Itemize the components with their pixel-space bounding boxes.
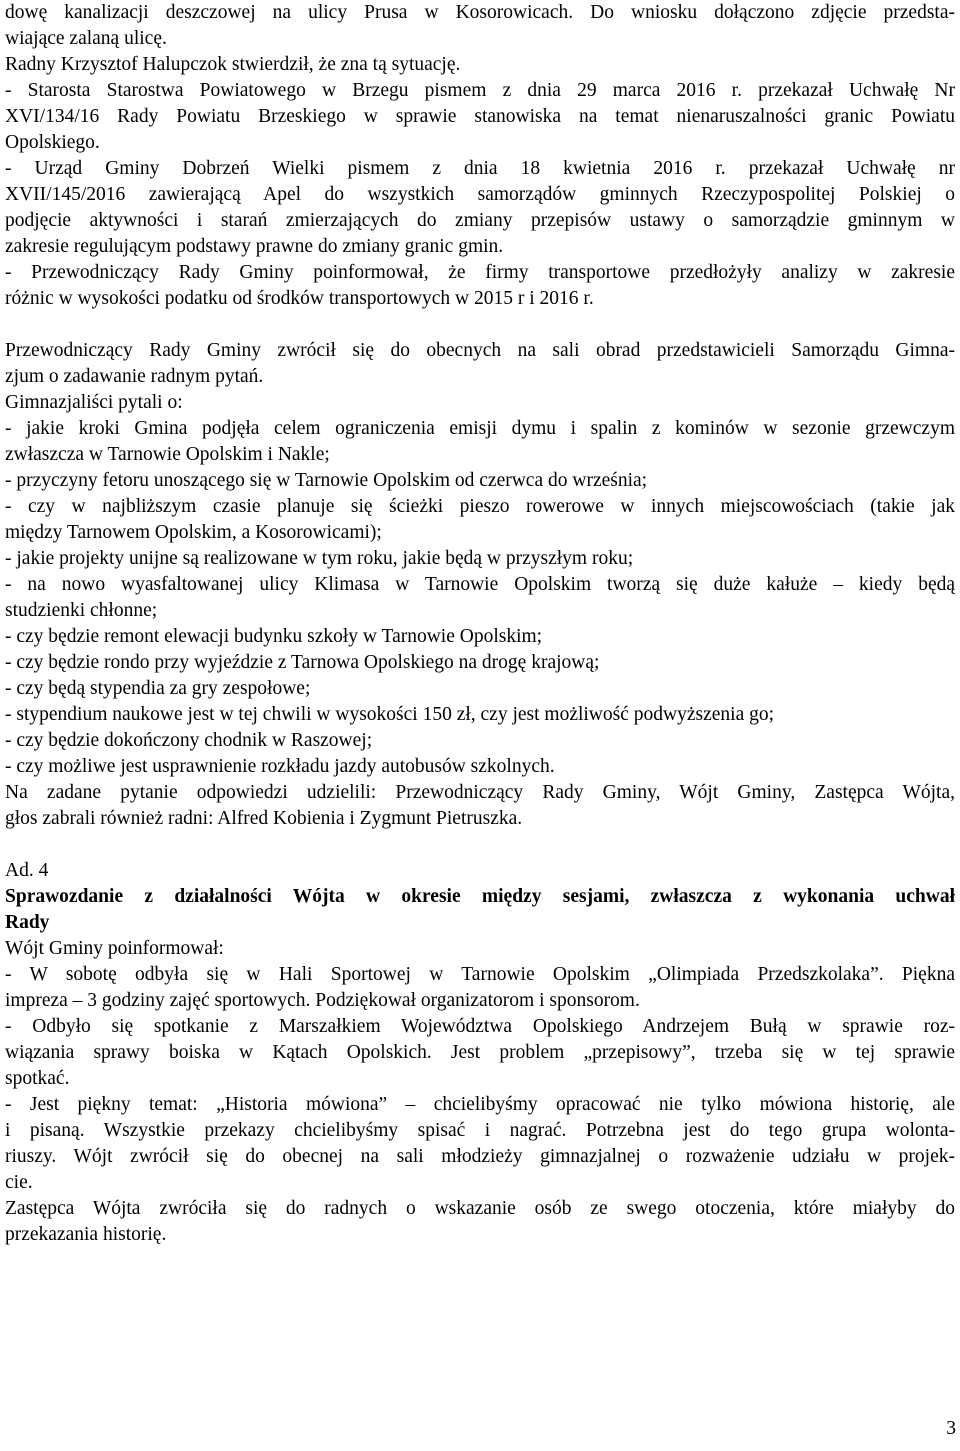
text-line: - Odbyło się spotkanie z Marszałkiem Województwa Opolskiego Andrzejem Bułą w sprawie roz-: [5, 1016, 955, 1037]
text-line: między Tarnowem Opolskim, a Kosorowicami);: [5, 522, 382, 543]
text-line: Wójt Gminy poinformował:: [5, 938, 224, 959]
text-line: XVII/145/2016 zawierającą Apel do wszystkich samorządów gminnych Rzeczypospolitej Polskiej o: [5, 184, 955, 205]
text-line: - W sobotę odbyła się w Hali Sportowej w Tarnowie Opolskim „Olimpiada Przedszkolaka”. Piękna: [5, 964, 955, 985]
text-line: - na nowo wyasfaltowanej ulicy Klimasa w Tarnowie Opolskim tworzą się duże kałuże – kiedy będą: [5, 574, 955, 595]
text-line: riuszy. Wójt zwrócił się do obecnej na sali młodzieży gimnazjalnej o rozważenie udziału w projek-: [5, 1146, 955, 1167]
text-line: - czy w najbliższym czasie planuje się ścieżki pieszo rowerowe w innych miejscowościach (takie jak: [5, 496, 955, 517]
text-line: zwłaszcza w Tarnowie Opolskim i Nakle;: [5, 444, 330, 465]
text-line: Ad. 4: [5, 860, 49, 881]
text-line: impreza – 3 godziny zajęć sportowych. Podziękował organizatorom i sponsorom.: [5, 990, 640, 1011]
text-line: - przyczyny fetoru unoszącego się w Tarnowie Opolskim od czerwca do września;: [5, 470, 648, 491]
text-line: zjum o zadawanie radnym pytań.: [5, 366, 264, 387]
text-line: Gimnazjaliści pytali o:: [5, 392, 183, 413]
section-heading-line: Rady: [5, 912, 50, 933]
text-line: podjęcie aktywności i starań zmierzających do zmiany przepisów ustawy o samorządzie gminnym w: [5, 210, 955, 231]
text-line: przekazania historię.: [5, 1224, 167, 1245]
text-line: - czy będzie rondo przy wyjeździe z Tarnowa Opolskiego na drogę krajową;: [5, 652, 600, 673]
blank-line: [5, 832, 955, 858]
text-line: - czy będą stypendia za gry zespołowe;: [5, 678, 311, 699]
text-line: Opolskiego.: [5, 132, 100, 153]
text-line: - czy będzie dokończony chodnik w Raszowej;: [5, 730, 373, 751]
text-line: cie.: [5, 1172, 33, 1193]
text-line: i pisaną. Wszystkie przekazy chcielibyśmy spisać i nagrać. Potrzebna jest do tego grupa wolonta-: [5, 1120, 955, 1141]
text-line: - Przewodniczący Rady Gminy poinformował, że firmy transportowe przedłożyły analizy w zakresie: [5, 262, 955, 283]
document-page: [5, 0, 955, 1248]
text-line: wiające zalaną ulicę.: [5, 28, 167, 49]
text-line: - Urząd Gminy Dobrzeń Wielki pismem z dnia 18 kwietnia 2016 r. przekazał Uchwałę nr: [5, 158, 955, 179]
text-line: studzienki chłonne;: [5, 600, 158, 621]
text-line: Przewodniczący Rady Gminy zwrócił się do obecnych na sali obrad przedstawicieli Samorządu Gimna-: [5, 340, 955, 361]
text-line: - czy możliwe jest usprawnienie rozkładu jazdy autobusów szkolnych.: [5, 756, 555, 777]
text-line: wiązania sprawy boiska w Kątach Opolskich. Jest problem „przepisowy”, trzeba się w tej sprawie: [5, 1042, 955, 1063]
text-line: Na zadane pytanie odpowiedzi udzielili: Przewodniczący Rady Gminy, Wójt Gminy, Zastępca Wójta,: [5, 782, 955, 803]
text-line: dowę kanalizacji deszczowej na ulicy Prusa w Kosorowicach. Do wniosku dołączono zdjęcie przedsta-: [5, 2, 955, 23]
text-line: - czy będzie remont elewacji budynku szkoły w Tarnowie Opolskim;: [5, 626, 543, 647]
text-line: spotkać.: [5, 1068, 70, 1089]
section-heading-line: Sprawozdanie z działalności Wójta w okresie między sesjami, zwłaszcza z wykonania uchwał: [5, 886, 955, 907]
text-line: - stypendium naukowe jest w tej chwili w wysokości 150 zł, czy jest możliwość podwyższenia go;: [5, 704, 775, 725]
text-line: - Starosta Starostwa Powiatowego w Brzegu pismem z dnia 29 marca 2016 r. przekazał Uchwałę Nr: [5, 80, 955, 101]
text-line: zakresie regulującym podstawy prawne do zmiany granic gmin.: [5, 236, 504, 257]
page-number: 3: [946, 1418, 956, 1439]
blank-line: [5, 312, 955, 338]
text-line: - Jest piękny temat: „Historia mówiona” – chcielibyśmy opracować nie tylko mówiona historię, ale: [5, 1094, 955, 1115]
text-line: - jakie projekty unijne są realizowane w tym roku, jakie będą w przyszłym roku;: [5, 548, 634, 569]
text-line: Radny Krzysztof Halupczok stwierdził, że zna tą sytuację.: [5, 54, 461, 75]
text-line: Zastępca Wójta zwróciła się do radnych o wskazanie osób ze swego otoczenia, które miałyby do: [5, 1198, 955, 1219]
text-line: głos zabrali również radni: Alfred Kobienia i Zygmunt Pietruszka.: [5, 808, 523, 829]
text-line: różnic w wysokości podatku od środków transportowych w 2015 r i 2016 r.: [5, 288, 594, 309]
text-line: - jakie kroki Gmina podjęła celem ograniczenia emisji dymu i spalin z kominów w sezonie grzewczym: [5, 418, 955, 439]
text-line: XVI/134/16 Rady Powiatu Brzeskiego w sprawie stanowiska na temat nienaruszalności granic Powiatu: [5, 106, 955, 127]
